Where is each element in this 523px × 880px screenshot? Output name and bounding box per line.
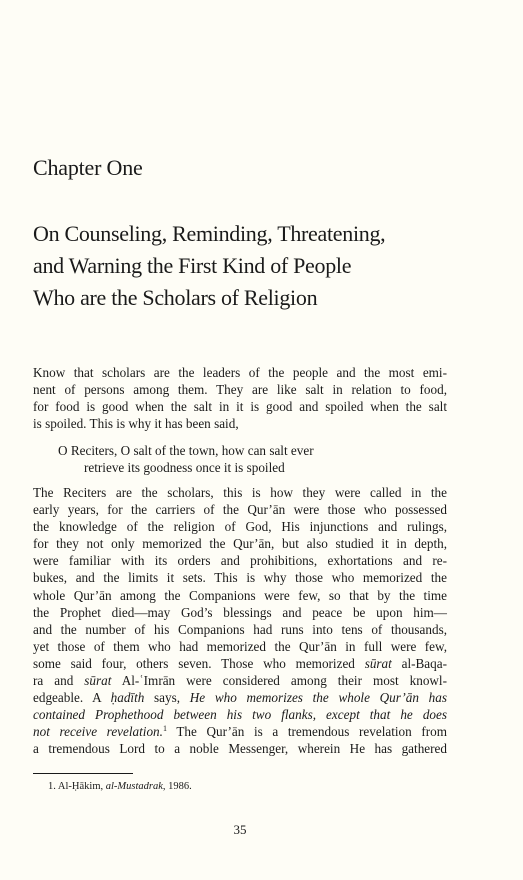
verse-quote [58,442,314,476]
italic-quote: contained Prophethood between his two flanks, except that he does [33,707,447,723]
text-line: for food is good when the salt in it is good and spoiled when the salt [33,399,447,415]
text-line: early years, for the carriers of the Qur’ān were those who possessed [33,502,447,518]
text-line: nent of persons among them. They are like salt in relation to food, [33,382,447,398]
chapter-label: Chapter One [33,155,143,180]
italic-quote: not receive revelation. [33,724,163,740]
chapter-title-line: Who are the Scholars of Religion [33,285,318,310]
text-span: some said four, others seven. Those who memorized [33,655,365,671]
footnote-reference[interactable]: 1 [162,724,167,734]
italic-term: ḥadīth [110,690,145,706]
footnote-divider [33,773,133,774]
verse-line: retrieve its goodness once it is spoiled [84,460,285,476]
text-line: Know that scholars are the leaders of the people and the most emi- [33,365,447,380]
chapter-title-line: On Counseling, Reminding, Threatening, [33,221,386,246]
text-line: whole Qur’ān among the Companions were few, so that by the time [33,587,447,603]
text-span: edgeable. A [33,690,111,706]
text-line: The Reciters are the scholars, this is how they were called in the [33,485,447,500]
text-line: the Prophet died—may God’s blessings and peace be upon him— [33,604,447,620]
text-line: a tremendous Lord to a noble Messenger, wherein He has gathered [33,741,447,757]
chapter-title-line: and Warning the First Kind of People [33,253,352,278]
text-line: is spoiled. This is why it has been said, [33,416,239,432]
text-line: the knowledge of the religion of God, His injunctions and rulings, [33,519,447,535]
text-span: ra and [33,673,85,689]
text-span: says, [144,690,190,706]
text-line-italic [33,706,447,723]
text-line-mixed [33,672,447,689]
text-line: and the number of his Companions had runs into tens of thousands, [33,621,447,637]
verse-line: O Reciters, O salt of the town, how can salt ever [58,443,314,458]
italic-quote: He who memorizes the whole Qur’ān has [189,690,447,706]
text-line: yet those of them who had memorized the Qur’ān in full were few, [33,638,447,654]
footnote [48,780,192,794]
text-span: al-Baqa- [391,655,447,671]
text-line-mixed [33,689,447,706]
page-number: 35 [233,822,247,837]
text-span: The Qur’ān is a tremendous revelation from [166,724,447,740]
text-line: were familiar with its orders and prohibitions, exhortations and re- [33,553,447,569]
footnote-author: Al-Ḥākim, [57,781,106,792]
paragraph-intro [33,364,447,432]
footnote-work: al-Mustadrak [105,781,163,792]
footnote-rest: , 1986. [162,781,192,792]
italic-term: sūrat [84,673,112,689]
text-line: for they not only memorized the Qur’ān, but also studied it in depth, [33,536,447,552]
paragraph-reciters [33,484,447,758]
text-line-mixed [33,723,447,740]
italic-term: sūrat [364,655,392,671]
chapter-title [33,218,493,314]
text-line: bukes, and the limits it sets. This is why those who memorized the [33,570,447,586]
text-span: Al-ʿImrān were considered among their most knowl- [111,673,447,689]
text-line-mixed [33,655,447,672]
footnote-number: 1. [48,781,56,792]
